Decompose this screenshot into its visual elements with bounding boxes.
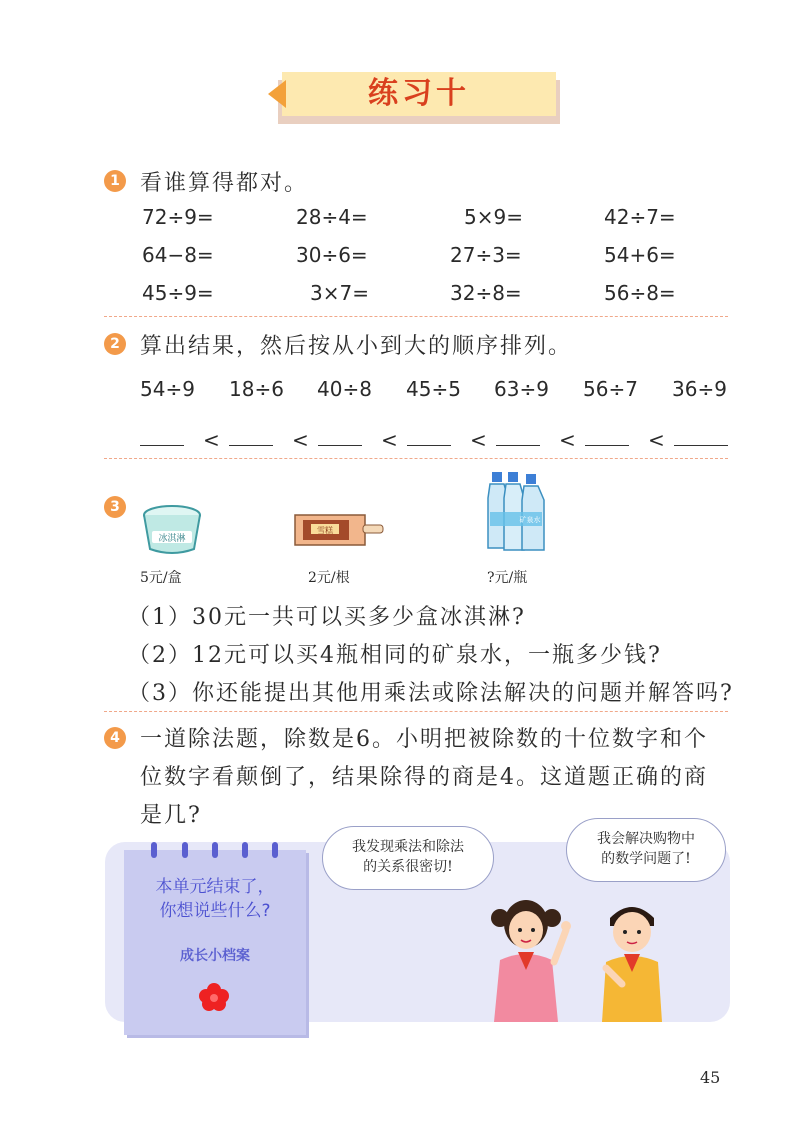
answer-blank[interactable]	[585, 445, 629, 446]
price-label: ?元/瓶	[487, 570, 528, 586]
expr: 45÷9=	[142, 281, 214, 305]
binder-ring-icon	[212, 842, 218, 858]
answer-blank[interactable]	[140, 445, 184, 446]
division-item: 36÷9	[672, 377, 727, 401]
bottle-label: 矿泉水	[519, 516, 541, 524]
sub-question: （1）30元一共可以买多少盒冰淇淋?	[128, 605, 526, 630]
boy-illustration	[592, 892, 670, 1022]
girl-speech-bubble	[322, 826, 494, 890]
expr: 64−8=	[142, 243, 214, 267]
sub-question: （3）你还能提出其他用乘法或除法解决的问题并解答吗?	[128, 681, 734, 706]
price-label: 5元/盒	[140, 570, 182, 586]
question-4-line: 是几?	[140, 803, 202, 828]
division-item: 54÷9	[140, 377, 195, 401]
expr: 28÷4=	[296, 205, 368, 229]
less-than-sign: <	[470, 428, 487, 452]
answer-blank[interactable]	[407, 445, 451, 446]
bubble-line: 我发现乘法和除法	[352, 839, 464, 855]
divider	[104, 458, 728, 459]
bubble-line: 我会解决购物中	[597, 831, 695, 847]
binder-ring-icon	[242, 842, 248, 858]
divider	[104, 316, 728, 317]
answer-blank[interactable]	[496, 445, 540, 446]
tub-label: 冰淇淋	[158, 534, 186, 544]
question-4-line: 一道除法题，除数是6。小明把被除数的十位数字和个	[140, 727, 708, 752]
sub-question: （2）12元可以买4瓶相同的矿泉水，一瓶多少钱?	[128, 643, 662, 668]
division-item: 45÷5	[406, 377, 461, 401]
popsicle-label: 雪糕	[317, 526, 333, 535]
card-prompt	[124, 875, 306, 923]
less-than-sign: <	[381, 428, 398, 452]
question-1-number: 1	[104, 170, 126, 192]
expr: 30÷6=	[296, 243, 368, 267]
popsicle-icon	[293, 512, 385, 550]
boy-speech-bubble	[566, 818, 726, 882]
binder-ring-icon	[272, 842, 278, 858]
bubble-line: 的关系很密切!	[363, 859, 453, 875]
binder-ring-icon	[182, 842, 188, 858]
price-label: 2元/根	[308, 570, 350, 586]
card-line: 本单元结束了，	[155, 877, 275, 897]
page-title: 练习十	[368, 76, 470, 111]
girl-illustration	[480, 890, 572, 1022]
expr: 3×7=	[310, 281, 369, 305]
answer-blank[interactable]	[318, 445, 362, 446]
answer-blank[interactable]	[229, 445, 273, 446]
expr: 56÷8=	[604, 281, 676, 305]
expr: 32÷8=	[450, 281, 522, 305]
divider	[104, 711, 728, 712]
expr: 42÷7=	[604, 205, 676, 229]
less-than-sign: <	[648, 428, 665, 452]
water-bottles-icon	[486, 470, 548, 552]
question-4-line: 位数字看颠倒了，结果除得的商是4。这道题正确的商	[140, 765, 708, 790]
division-item: 40÷8	[317, 377, 372, 401]
binder-ring-icon	[151, 842, 157, 858]
division-item: 56÷7	[583, 377, 638, 401]
less-than-sign: <	[559, 428, 576, 452]
less-than-sign: <	[203, 428, 220, 452]
division-item: 18÷6	[229, 377, 284, 401]
expr: 27÷3=	[450, 243, 522, 267]
answer-blank[interactable]	[674, 445, 728, 446]
ice-cream-tub-icon	[140, 503, 204, 559]
bubble-line: 的数学问题了!	[601, 851, 691, 867]
expr: 54+6=	[604, 243, 676, 267]
less-than-sign: <	[292, 428, 309, 452]
title-banner	[268, 72, 560, 120]
question-4-number: 4	[104, 727, 126, 749]
division-item: 63÷9	[494, 377, 549, 401]
question-3-number: 3	[104, 496, 126, 518]
question-2-number: 2	[104, 333, 126, 355]
question-1-text: 看谁算得都对。	[140, 171, 309, 196]
card-label: 成长小档案	[180, 948, 250, 964]
expr: 5×9=	[464, 205, 523, 229]
card-line: 你想说些什么?	[159, 901, 271, 921]
flower-icon	[198, 982, 230, 1012]
expr: 72÷9=	[142, 205, 214, 229]
page-number: 45	[700, 1068, 721, 1087]
question-2-text: 算出结果，然后按从小到大的顺序排列。	[140, 334, 573, 359]
